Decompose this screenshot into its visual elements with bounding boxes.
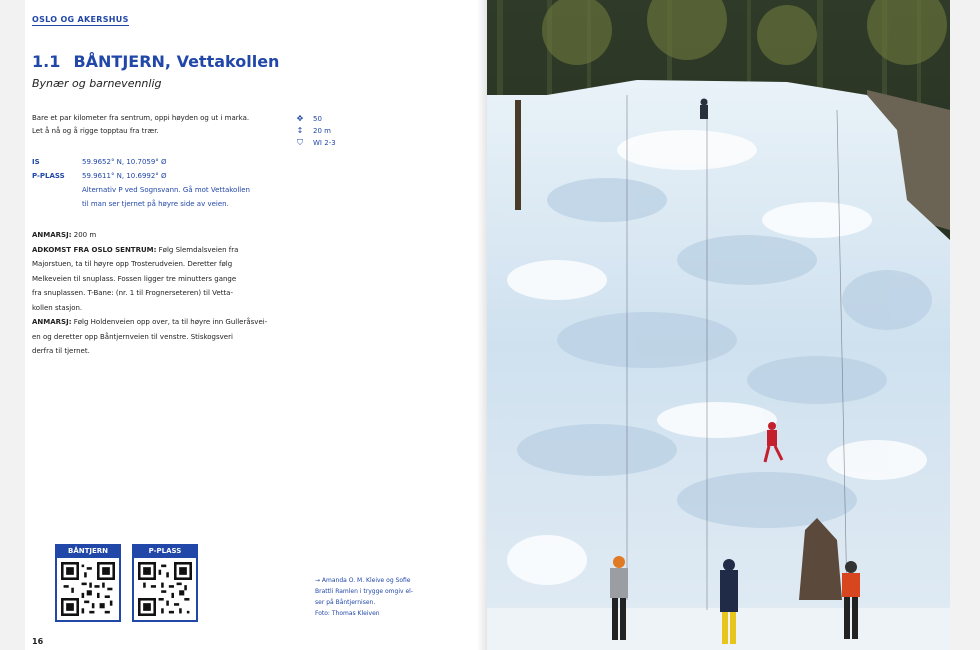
route-stats xyxy=(295,113,365,149)
coord-parking xyxy=(32,169,302,183)
stat-row xyxy=(295,113,365,125)
parking-note: Alternativ P ved Sognsvann. Gå mot Vettakollen xyxy=(82,186,250,194)
qr-icon xyxy=(61,562,115,616)
intro-line: Bare et par kilometer fra sentrum, oppi høyden og ut i marka. xyxy=(32,114,250,122)
access-line: derfra til tjernet. xyxy=(32,347,90,355)
stat-value: 50 xyxy=(313,115,322,123)
access-line: Melkeveien til snuplass. Fossen ligger tre minutters gange xyxy=(32,274,237,283)
qr-card-bantjern[interactable] xyxy=(55,544,121,624)
region-header: OSLO OG AKERSHUS xyxy=(32,15,129,24)
access-line xyxy=(32,243,307,258)
intro-line: Let å nå og å rigge topptau fra trær. xyxy=(32,127,159,135)
coord-label: IS xyxy=(32,158,40,166)
ice-photo-graphic xyxy=(487,0,950,650)
stat-row xyxy=(295,137,365,149)
access-line: Majorstuen, ta til høyre opp Trosterudveien. Deretter følg xyxy=(32,260,233,268)
walk-text: Følg Holdenveien opp over, ta til høyre inn Gulleråsvei- xyxy=(73,318,268,326)
access-line: fra snuplassen. T-Bane: (nr. 1 til Frognerseteren) til Vetta- xyxy=(32,289,233,297)
climber-top xyxy=(700,99,708,120)
from-text: Følg Slemdalsveien fra xyxy=(158,245,239,254)
coord-label: P-PLASS xyxy=(32,172,65,180)
caption-line: ser på Båntjernisen. xyxy=(315,599,376,606)
approach-value: 200 m xyxy=(73,231,97,239)
access-description xyxy=(32,228,307,359)
coord-value: 59.9652° N, 10.7059° Ø xyxy=(82,158,167,166)
approach-line xyxy=(32,228,307,243)
stat-value: 20 m xyxy=(313,127,331,135)
walk-label: ANMARSJ: xyxy=(32,318,72,326)
parking-note: til man ser tjernet på høyre side av veien. xyxy=(82,200,229,208)
qr-icon xyxy=(138,562,192,616)
grade-icon: ⛉ xyxy=(297,138,303,147)
route-number: 1.1 xyxy=(32,52,61,71)
coord-value: 59.9611° N, 10.6992° Ø xyxy=(82,172,167,180)
page-gutter xyxy=(477,0,487,650)
approach-label: ANMARSJ: xyxy=(32,231,72,239)
caption-line: → Amanda O. M. Kleive og Sofie xyxy=(315,577,411,584)
page-number: 16 xyxy=(32,637,44,646)
access-line xyxy=(32,315,307,330)
photo-caption xyxy=(315,575,435,619)
access-line: en og deretter opp Båntjernveien til venstre. Stiskogsveri xyxy=(32,332,233,341)
caption-line: Brattli Ramlen i trygge omgiv el- xyxy=(315,588,413,595)
qr-code[interactable] xyxy=(132,558,198,622)
access-line: kollen stasjon. xyxy=(32,303,83,312)
coordinates xyxy=(32,155,302,211)
from-label: ADKOMST FRA OSLO SENTRUM: xyxy=(32,245,157,254)
caption-credit: Foto: Thomas Kleiven xyxy=(315,610,380,617)
qr-code[interactable] xyxy=(55,558,121,622)
route-subtitle: Bynær og barnevennlig xyxy=(32,77,162,90)
compass-icon: ✥ xyxy=(296,114,304,123)
route-title xyxy=(32,52,279,71)
coord-ice xyxy=(32,155,302,169)
qr-label: BÅNTJERN xyxy=(55,544,121,558)
qr-card-parking[interactable] xyxy=(132,544,198,624)
stat-row xyxy=(295,125,365,137)
ice-climbing-photo xyxy=(487,0,950,650)
height-icon: ↕ xyxy=(296,126,304,135)
intro-text xyxy=(32,112,282,138)
qr-label: P-PLASS xyxy=(132,544,198,558)
stat-value: WI 2-3 xyxy=(313,139,336,147)
route-name: BÅNTJERN, Vettakollen xyxy=(73,52,280,71)
